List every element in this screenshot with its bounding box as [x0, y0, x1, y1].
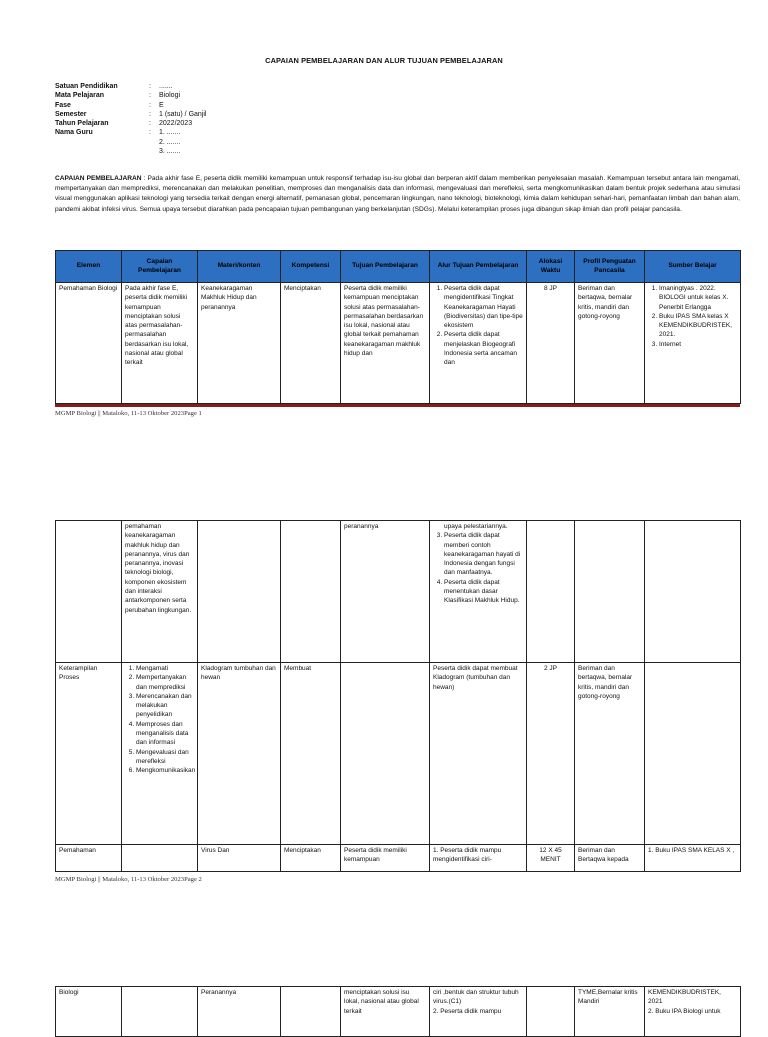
cell-tujuan: peranannya: [341, 521, 430, 663]
cell-profil: Beriman dan bertaqwa, bernalar kritis, mandiri dan gotong-royong: [575, 663, 645, 845]
info-sep: :: [149, 92, 151, 100]
cell-kompetensi: [281, 521, 341, 663]
cell-alokasi: [527, 987, 575, 1037]
info-value: E: [159, 101, 164, 109]
info-sep: [149, 138, 159, 147]
list-item: 5. Mengevaluasi dan merefleksi: [136, 748, 194, 767]
cell-alur: 1. Peserta didik mampu mengidentifikasi ciri-: [430, 845, 527, 872]
info-row: [55, 91, 206, 100]
info-label: Fase: [55, 101, 71, 109]
capaian-list: [125, 664, 194, 776]
cell-alur: [430, 521, 527, 663]
info-value: Biologi: [159, 92, 181, 100]
header-alur: Alur Tujuan Pembelajaran: [430, 251, 527, 283]
info-label: [55, 138, 149, 147]
cp-label: CAPAIAN PEMBELAJARAN: [55, 175, 142, 182]
cell-elemen: Biologi: [56, 987, 122, 1037]
cp-table-page2: [55, 520, 741, 872]
info-sep: :: [149, 101, 151, 109]
list-item: 2. Mempertanyakan dan memprediksi: [136, 673, 194, 692]
info-value: 1. .......: [159, 129, 181, 137]
cell-sumber: [645, 663, 741, 845]
cell-alur: Peserta didik dapat membuat Kladogram (tumbuhan dan hewan): [430, 663, 527, 845]
cell-profil: [575, 521, 645, 663]
cell-kompetensi: Menciptakan: [281, 283, 341, 404]
cell-sumber: KEMENDIKBUDRISTEK, 2021 2. Buku IPA Biologi untuk: [645, 987, 741, 1037]
cell-tujuan: Peserta didik memiliki kemampuan: [341, 845, 430, 872]
info-label: [55, 147, 149, 156]
cell-tujuan: Peserta didik memiliki kemampuan menciptakan solusi atas permasalahan-permasalahan berdasarkan isu lokal, nasional atau global terkait pemahaman keanekaragaman makhluk hidup dan: [341, 283, 430, 404]
info-row: [55, 82, 206, 91]
cell-materi: Keanekaragaman Makhluk Hidup dan peranannya: [198, 283, 281, 404]
document-title: CAPAIAN PEMBELAJARAN DAN ALUR TUJUAN PEMBELAJARAN: [265, 56, 503, 65]
cell-materi: Kladogram tumbuhan dan hewan: [198, 663, 281, 845]
info-label: Semester: [55, 110, 87, 118]
header-tujuan: Tujuan Pembelajaran: [341, 251, 430, 283]
table-row: [56, 845, 741, 872]
info-row: [55, 110, 206, 119]
cell-elemen: Keterampilan Proses: [56, 663, 122, 845]
cell-kompetensi: Menciptakan: [281, 845, 341, 872]
info-label: Nama Guru: [55, 129, 93, 137]
info-sep: [149, 147, 159, 156]
info-label: Satuan Pendidikan: [55, 83, 118, 90]
list-item: 4. Peserta didik dapat menentukan dasar Klasifikasi Makhluk Hidup.: [444, 578, 523, 606]
list-item: 6. Mengkomunikasikan: [136, 766, 194, 775]
list-item: 2. Peserta didik dapat menjelaskan Biogeografi Indonesia serta ancaman dan: [444, 330, 523, 367]
footer-rule: [55, 404, 740, 407]
info-value: 2. .......: [159, 138, 181, 146]
alur-list: [433, 284, 523, 368]
cell-tujuan: menciptakan solusi isu lokal, nasional atau global terkait: [341, 987, 430, 1037]
cell-kompetensi: Membuat: [281, 663, 341, 845]
table-row: [56, 283, 741, 404]
header-materi: Materi/konten: [198, 251, 281, 283]
alur-list: [433, 531, 523, 605]
info-sep: :: [149, 110, 151, 118]
sumber-list: [648, 284, 737, 349]
cell-tujuan: [341, 663, 430, 845]
cell-alokasi: 8 JP: [527, 283, 575, 404]
header-alokasi: Alokasi Waktu: [527, 251, 575, 283]
cell-alokasi: 12 X 45 MENIT: [527, 845, 575, 872]
header-capaian: Capaian Pembelajaran: [122, 251, 198, 283]
cell-sumber: [645, 283, 741, 404]
cell-alur: ciri ,bentuk dan struktur tubuh virus.(C1) 2. Peserta didik mampu: [430, 987, 527, 1037]
list-item: 2. Buku IPAS SMA kelas X KEMENDIKBUDRISTEK, 2021.: [659, 312, 737, 340]
cp-text: : Pada akhir fase E, peserta didik memiliki kemampuan untuk responsif terhadap isu-isu global dan berperan aktif dalam memberikan penyelesaian masalah. Kemampuan tersebut antara lain mengamati, mempertanyakan dan memprediksi, merencanakan dan melakukan penelitian, memproses dan menganalisis data dan informasi, mengevaluasi dan merefleksi, serta mengkomunikasikan dalam bentuk projek sederhana atau simulasi visual menggunakan aplikasi teknologi yang tersedia terkait dengan energi alternatif, pemanasan global, pencemaran lingkungan, nano teknologi, bioteknologi, kimia dalam kehidupan sehari-hari, pemanfaatan limbah dan bahan alam, pandemi akibat infeksi virus. Semua upaya tersebut diarahkan pada pencapaian tujuan pembangunan yang berkelanjutan (SDGs). Melalui keterampilan proses juga dibangun sikap ilmiah dan profil pelajar pancasila.: [55, 175, 740, 213]
cell-materi: [198, 521, 281, 663]
table-row: [56, 663, 741, 845]
cell-capaian: [122, 845, 198, 872]
cell-alur: [430, 283, 527, 404]
table-row: [56, 521, 741, 663]
header-profil: Profil Penguatan Pancasila: [575, 251, 645, 283]
cell-elemen: Pemahaman Biologi: [56, 283, 122, 404]
cell-profil: Beriman dan bertaqwa, bernalar kritis, mandiri dan gotong-royong: [575, 283, 645, 404]
info-row: [55, 101, 206, 110]
page-footer: MGMP Biologi || Mataloko, 11-13 Oktober 2023Page 2: [55, 876, 202, 883]
list-item: 4. Memproses dan menganalisis data dan informasi: [136, 720, 194, 748]
info-row: [55, 128, 206, 137]
cp-table-page1: [55, 250, 741, 404]
header-kompetensi: Kompetensi: [281, 251, 341, 283]
cell-alokasi: 2 JP: [527, 663, 575, 845]
cell-profil: TYME,Bernalar kritis Mandiri: [575, 987, 645, 1037]
info-value: .......: [159, 83, 173, 90]
info-sep: :: [149, 83, 151, 90]
cell-sumber: 1. Buku IPAS SMA KELAS X ,: [645, 845, 741, 872]
cell-elemen: Pemahaman: [56, 845, 122, 872]
info-row: [55, 119, 206, 128]
alur-continued: upaya pelestariannya.: [444, 523, 508, 530]
list-item: 1. Peserta didik dapat mengidentifikasi Tingkat Keanekaragaman Hayati (Biodiversitas) dan tipe-tipe ekosistem: [444, 284, 523, 330]
info-value: 3. .......: [159, 148, 181, 156]
capaian-pembelajaran-paragraph: [55, 174, 740, 215]
cell-capaian: [122, 663, 198, 845]
info-label: Mata Pelajaran: [55, 92, 105, 100]
info-sep: :: [149, 120, 151, 128]
list-item: 3. Peserta didik dapat memberi contoh keanekaragaman hayati di Indonesia dengan fungsi dan manfaatnya.: [444, 531, 523, 577]
list-item: 3. Merencanakan dan melakukan penyelidikan: [136, 692, 194, 720]
table-row: [56, 987, 741, 1037]
page-footer: MGMP Biologi || Mataloko, 11-13 Oktober 2023Page 1: [55, 410, 202, 417]
cell-kompetensi: [281, 987, 341, 1037]
header-elemen: Elemen: [56, 251, 122, 283]
cell-capaian: pemahaman keanekaragaman makhluk hidup dan peranannya, virus dan peranannya, inovasi teknologi biologi, komponen ekosistem dan interaksi antarkomponen serta perubahan lingkungan.: [122, 521, 198, 663]
cell-materi: Virus Dan: [198, 845, 281, 872]
cell-alokasi: [527, 521, 575, 663]
cell-elemen: [56, 521, 122, 663]
list-item: 1. Mengamati: [136, 664, 194, 673]
cell-profil: Beriman dan Bertaqwa kepada: [575, 845, 645, 872]
list-item: 3. Internet: [659, 340, 737, 349]
info-row: [55, 138, 206, 147]
header-sumber: Sumber Belajar: [645, 251, 741, 283]
info-row: [55, 147, 206, 156]
cell-capaian: Pada akhir fase E, peserta didik memiliki kemampuan menciptakan solusi atas permasalahan-permasalahan berdasarkan isu lokal, nasional atau global terkait: [122, 283, 198, 404]
list-item: 1. Imaningtyas . 2022. BIOLOGI untuk kelas X. Penerbit Erlangga: [659, 284, 737, 312]
info-value: 2022/2023: [159, 120, 193, 128]
cell-materi: Peranannya: [198, 987, 281, 1037]
info-sep: :: [149, 129, 151, 137]
table-header-row: [56, 251, 741, 283]
cell-capaian: [122, 987, 198, 1037]
info-value: 1 (satu) / Ganjil: [159, 110, 207, 118]
cp-table-page3: [55, 986, 741, 1037]
info-label: Tahun Pelajaran: [55, 120, 109, 128]
info-block: [55, 82, 206, 156]
cell-sumber: [645, 521, 741, 663]
